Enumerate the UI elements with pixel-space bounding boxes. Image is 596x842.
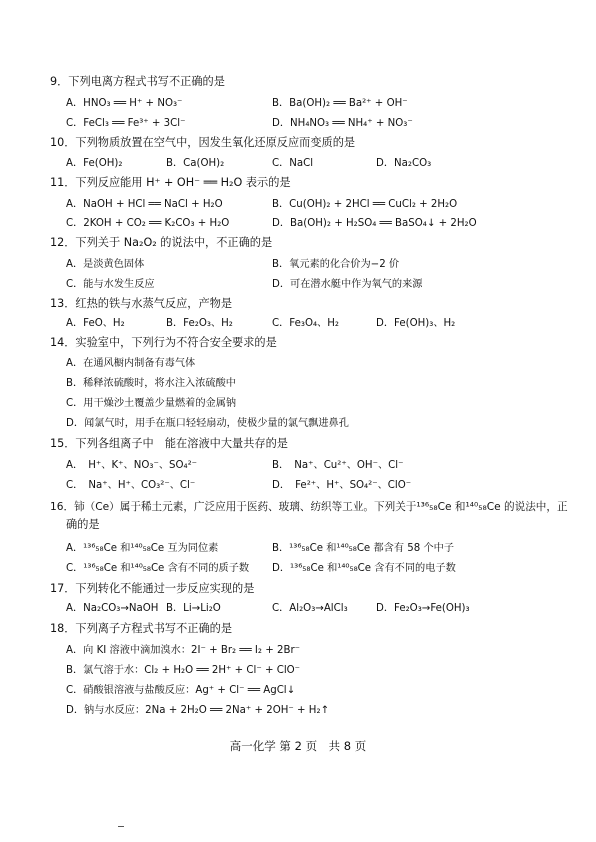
question-16-stem: 16．铈（Ce）属于稀土元素，广泛应用于医药、玻璃、纺织等工业。下列关于¹³⁶₅₈Ce 和¹⁴⁰₅₈Ce 的说法中，正 <box>50 501 568 513</box>
question-15-option-c: C． Na⁺、H⁺、CO₃²⁻、Cl⁻ <box>66 480 196 491</box>
question-17-option-b: B．Li→Li₂O <box>166 603 221 614</box>
question-11-option-a: A．NaOH + HCl ══ NaCl + H₂O <box>66 199 223 210</box>
question-18-option-a: A．向 KI 溶液中滴加溴水：2I⁻ + Br₂ ══ I₂ + 2Br⁻ <box>66 645 301 656</box>
question-12-option-c: C．能与水发生反应 <box>66 279 155 290</box>
question-12-option-b: B．氧元素的化合价为−2 价 <box>272 259 400 270</box>
question-9-option-c: C．FeCl₃ ══ Fe³⁺ + 3Cl⁻ <box>66 118 186 129</box>
question-14-option-a: A．在通风橱内制备有毒气体 <box>66 358 196 369</box>
question-17-option-d: D．Fe₂O₃→Fe(OH)₃ <box>376 603 470 614</box>
page-footer: 高一化学 第 2 页 共 8 页 <box>229 739 367 753</box>
question-9-option-d: D．NH₄NO₃ ══ NH₄⁺ + NO₃⁻ <box>272 118 413 129</box>
question-15-option-a: A． H⁺、K⁺、NO₃⁻、SO₄²⁻ <box>66 460 198 471</box>
question-14-option-b: B．稀释浓硫酸时，将水注入浓硫酸中 <box>66 378 236 389</box>
stray-mark <box>118 826 124 827</box>
question-11-option-b: B．Cu(OH)₂ + 2HCl ══ CuCl₂ + 2H₂O <box>272 199 458 210</box>
question-16-stem-cont: 确的是 <box>66 518 100 531</box>
question-18-option-b: B．氯气溶于水：Cl₂ + H₂O ══ 2H⁺ + Cl⁻ + ClO⁻ <box>66 665 301 676</box>
question-10-option-a: A．Fe(OH)₂ <box>66 158 123 169</box>
question-13-option-c: C．Fe₃O₄、H₂ <box>272 318 339 329</box>
question-13-option-b: B．Fe₂O₃、H₂ <box>166 318 233 329</box>
question-17-option-a: A．Na₂CO₃→NaOH <box>66 603 159 614</box>
question-18-option-c: C．硝酸银溶液与盐酸反应：Ag⁺ + Cl⁻ ══ AgCl↓ <box>66 685 296 696</box>
question-11-stem: 11．下列反应能用 H⁺ + OH⁻ ══ H₂O 表示的是 <box>50 176 291 189</box>
question-10-option-b: B．Ca(OH)₂ <box>166 158 225 169</box>
question-12-stem: 12．下列关于 Na₂O₂ 的说法中，不正确的是 <box>50 236 273 249</box>
question-13-stem: 13．红热的铁与水蒸气反应，产物是 <box>50 297 233 310</box>
question-13-option-a: A．FeO、H₂ <box>66 318 125 329</box>
question-16-option-d: D．¹³⁶₅₈Ce 和¹⁴⁰₅₈Ce 含有不同的电子数 <box>272 563 456 574</box>
question-14-stem: 14．实验室中，下列行为不符合安全要求的是 <box>50 336 277 349</box>
question-13-option-d: D．Fe(OH)₃、H₂ <box>376 318 456 329</box>
question-15-stem: 15．下列各组离子中 能在溶液中大量共存的是 <box>50 437 288 450</box>
question-9-option-a: A．HNO₃ ══ H⁺ + NO₃⁻ <box>66 98 183 109</box>
question-9-option-b: B．Ba(OH)₂ ══ Ba²⁺ + OH⁻ <box>272 98 408 109</box>
question-14-option-c: C．用干燥沙土覆盖少量燃着的金属钠 <box>66 398 237 409</box>
question-10-stem: 10．下列物质放置在空气中，因发生氧化还原反应而变质的是 <box>50 136 356 149</box>
question-18-stem: 18．下列离子方程式书写不正确的是 <box>50 622 233 635</box>
question-16-option-a: A．¹³⁶₅₈Ce 和¹⁴⁰₅₈Ce 互为同位素 <box>66 543 219 554</box>
question-15-option-b: B． Na⁺、Cu²⁺、OH⁻、Cl⁻ <box>272 460 404 471</box>
question-16-option-c: C．¹³⁶₅₈Ce 和¹⁴⁰₅₈Ce 含有不同的质子数 <box>66 563 250 574</box>
question-16-option-b: B．¹³⁶₅₈Ce 和¹⁴⁰₅₈Ce 都含有 58 个中子 <box>272 543 455 554</box>
question-17-stem: 17．下列转化不能通过一步反应实现的是 <box>50 582 255 595</box>
question-12-option-d: D．可在潜水艇中作为氧气的来源 <box>272 279 423 290</box>
question-10-option-c: C．NaCl <box>272 158 314 169</box>
question-17-option-c: C．Al₂O₃→AlCl₃ <box>272 603 348 614</box>
question-11-option-c: C．2KOH + CO₂ ══ K₂CO₃ + H₂O <box>66 218 230 229</box>
question-12-option-a: A．是淡黄色固体 <box>66 259 145 270</box>
question-11-option-d: D．Ba(OH)₂ + H₂SO₄ ══ BaSO₄↓ + 2H₂O <box>272 218 477 229</box>
question-18-option-d: D．钠与水反应：2Na + 2H₂O ══ 2Na⁺ + 2OH⁻ + H₂↑ <box>66 705 330 716</box>
question-15-option-d: D． Fe²⁺、H⁺、SO₄²⁻、ClO⁻ <box>272 480 412 491</box>
question-10-option-d: D．Na₂CO₃ <box>376 158 432 169</box>
question-9-stem: 9．下列电离方程式书写不正确的是 <box>50 75 225 88</box>
question-14-option-d: D．闻氯气时，用手在瓶口轻轻扇动，使极少量的氯气飘进鼻孔 <box>66 418 349 429</box>
